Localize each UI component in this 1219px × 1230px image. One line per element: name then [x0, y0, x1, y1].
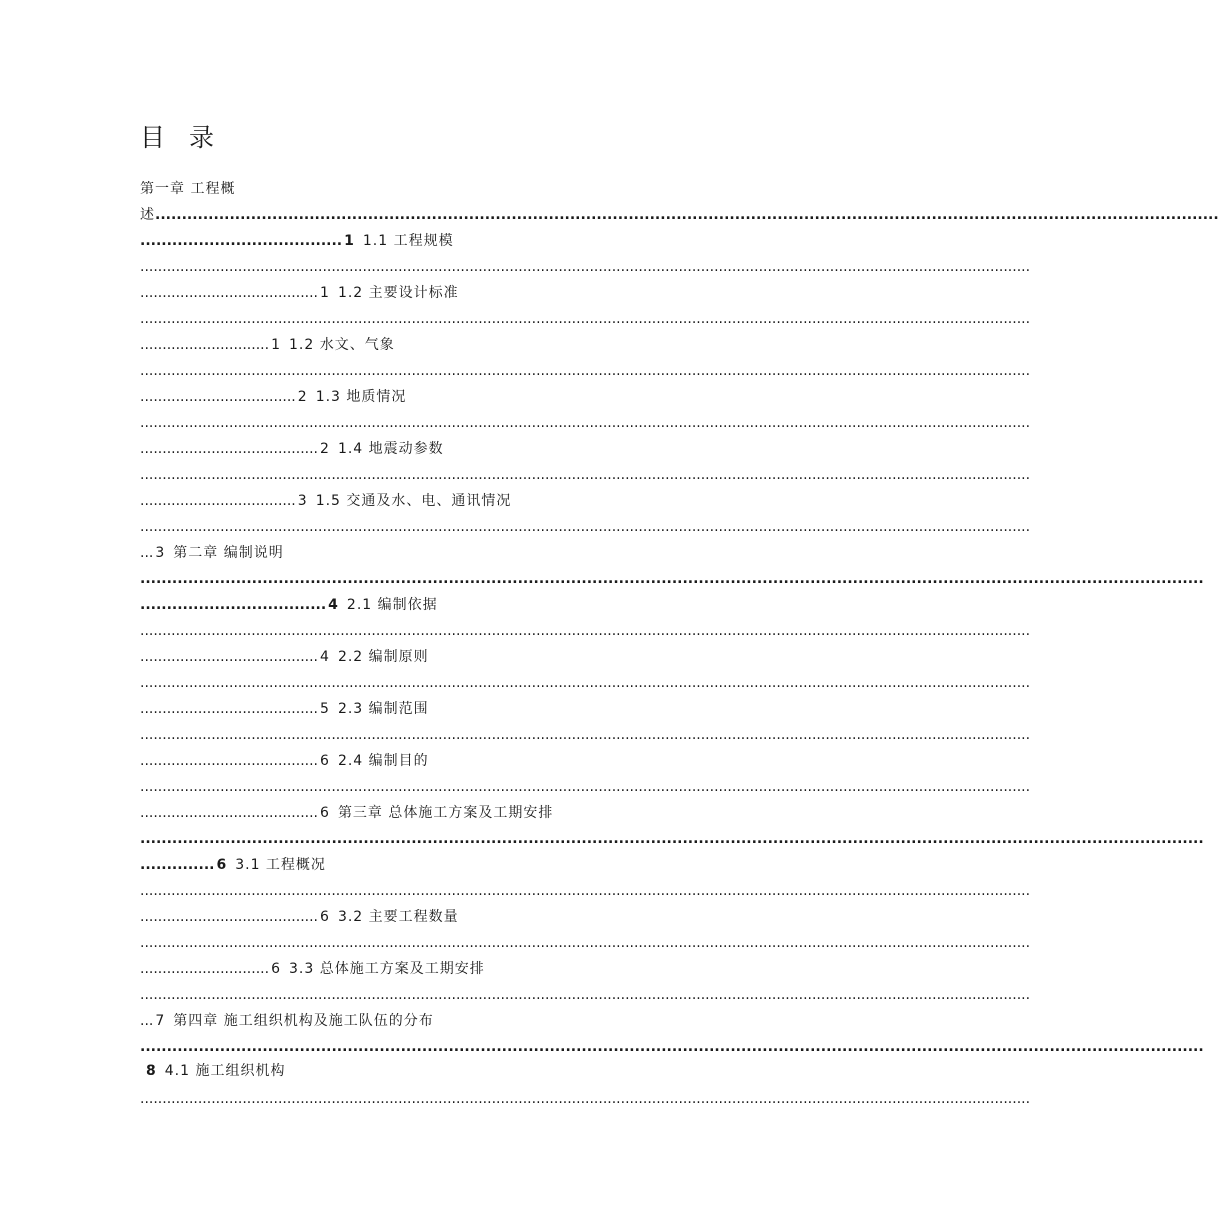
page-number: 1 [271, 337, 281, 353]
toc-line [140, 202, 1219, 228]
toc-line [140, 1086, 1031, 1112]
leader-dots: ........................................ [140, 441, 319, 457]
toc-line [140, 852, 812, 878]
toc-entry-1-1[interactable]: 1.1 工程规模 [362, 233, 454, 249]
page-number: 3 [155, 545, 166, 561]
toc-entry-2-2[interactable]: 2.2 编制原则 [337, 649, 429, 665]
toc-line [140, 566, 1204, 592]
toc-line [140, 878, 1031, 904]
page-number: 6 [320, 753, 330, 769]
leader-dots: ........................................................................................................................................................................................................ [140, 571, 1204, 587]
toc-entry-1-4[interactable]: 1.4 地震动参数 [337, 441, 444, 457]
toc-entry-4-1[interactable]: 4.1 施工组织机构 [164, 1063, 286, 1079]
toc-line [140, 618, 1031, 644]
toc-entry-2-1[interactable]: 2.1 编制依据 [346, 597, 438, 613]
toc-entry-3-3[interactable]: 3.3 总体施工方案及工期安排 [288, 961, 485, 977]
toc-line [140, 306, 1031, 332]
toc-entry-1-3[interactable]: 1.3 地质情况 [315, 389, 407, 405]
chapter1-label: 第一章 工程概 [140, 181, 236, 197]
leader-dots: ........................................................................................................................................................................................................ [140, 415, 1031, 431]
leader-dots: ........................................................................................................................................................................................................ [140, 1039, 1204, 1055]
toc-line [140, 280, 812, 306]
page-number: 3 [297, 493, 308, 509]
toc-line [140, 332, 812, 358]
toc-line [140, 592, 812, 618]
page-number: 6 [320, 805, 330, 821]
leader-dots: ........................................ [140, 805, 319, 821]
page-number: 6 [271, 961, 281, 977]
leader-dots: ........................................................................................................................................................................................................ [140, 363, 1031, 379]
leader-dots: ........................................................................................................................................................................................................ [140, 675, 1031, 691]
toc-entry-3-1[interactable]: 3.1 工程概况 [235, 857, 326, 873]
leader-dots: ........................................................................................................................................................................................................ [140, 311, 1031, 327]
page-number: 4 [328, 597, 339, 613]
leader-dots: ........................................................................................................................................................................................................ [140, 779, 1031, 795]
toc-line [140, 488, 812, 514]
leader-dots: ........................................................................................................................................................................................................ [140, 623, 1031, 639]
page-number: 5 [320, 701, 330, 717]
toc-entry-chapter2[interactable]: 第二章 编制说明 [173, 545, 284, 561]
page-number: 6 [216, 857, 228, 873]
leader-dots: ........................................................................................................................................................................................................ [140, 831, 1204, 847]
toc-line [140, 722, 1031, 748]
toc-line [140, 514, 1031, 540]
toc-entry-2-4[interactable]: 2.4 编制目的 [337, 753, 429, 769]
toc-line [140, 1034, 1204, 1060]
leader-dots: ... [140, 1013, 154, 1029]
leader-dots: ................................... [140, 389, 296, 405]
toc-line [140, 696, 812, 722]
toc-line [140, 774, 1031, 800]
page-number: 2 [320, 441, 330, 457]
page-number: 2 [297, 389, 308, 405]
toc-line [140, 826, 1204, 852]
leader-dots: ................................... [140, 597, 327, 613]
toc-line [140, 800, 812, 826]
leader-dots: ........................................................................................................................................................................................................ [140, 727, 1031, 743]
page-number: 7 [155, 1013, 166, 1029]
toc-line [140, 1008, 812, 1034]
leader-dots: ... [140, 545, 154, 561]
toc-entry-1-2[interactable]: 1.2 主要设计标准 [337, 285, 459, 301]
leader-dots: .............. [140, 857, 215, 873]
toc-line [140, 930, 1031, 956]
toc-line [140, 384, 812, 410]
leader-dots: ........................................................................................................................................................................................................ [155, 207, 1219, 223]
leader-dots: ........................................................................................................................................................................................................ [140, 935, 1031, 951]
toc-line [140, 644, 812, 670]
toc-entry-1-2b[interactable]: 1.2 水文、气象 [288, 337, 395, 353]
leader-dots: ........................................ [140, 285, 319, 301]
page-number: 6 [320, 909, 330, 925]
leader-dots: ............................. [140, 961, 270, 977]
leader-dots: ........................................................................................................................................................................................................ [140, 987, 1031, 1003]
toc-line [140, 670, 1031, 696]
toc-entry-3-2[interactable]: 3.2 主要工程数量 [337, 909, 459, 925]
page-number: 8 [146, 1063, 157, 1079]
toc-line [140, 462, 1031, 488]
leader-dots: ........................................................................................................................................................................................................ [140, 259, 1031, 275]
leader-dots: ........................................................................................................................................................................................................ [140, 1091, 1031, 1107]
toc-line [140, 358, 1031, 384]
toc-entry-chapter3[interactable]: 第三章 总体施工方案及工期安排 [337, 805, 554, 821]
leader-dots: ........................................ [140, 753, 319, 769]
page-number: 1 [320, 285, 330, 301]
leader-dots: ........................................................................................................................................................................................................ [140, 467, 1031, 483]
leader-dots: ........................................ [140, 649, 319, 665]
toc-line [140, 956, 812, 982]
leader-dots: ........................................................................................................................................................................................................ [140, 883, 1031, 899]
leader-dots: ........................................ [140, 701, 319, 717]
toc-line [140, 176, 812, 202]
toc-line [140, 436, 812, 462]
chapter1-label-tail: 述 [140, 207, 155, 223]
toc-line [140, 1058, 812, 1084]
leader-dots: ...................................... [140, 233, 343, 249]
leader-dots: ................................... [140, 493, 296, 509]
leader-dots: ............................. [140, 337, 270, 353]
toc-line [140, 982, 1031, 1008]
toc-line [140, 410, 1031, 436]
leader-dots: ........................................ [140, 909, 319, 925]
toc-line [140, 254, 1031, 280]
toc-title: 目 录 [140, 123, 222, 152]
page-number: 4 [320, 649, 330, 665]
page-number: 1 [344, 233, 355, 249]
leader-dots: ........................................................................................................................................................................................................ [140, 519, 1031, 535]
toc-entry-chapter4[interactable]: 第四章 施工组织机构及施工队伍的分布 [173, 1013, 434, 1029]
toc-entry-1-5[interactable]: 1.5 交通及水、电、通讯情况 [315, 493, 512, 509]
toc-line [140, 228, 812, 254]
toc-line [140, 540, 812, 566]
toc-entry-2-3[interactable]: 2.3 编制范围 [337, 701, 429, 717]
toc-line [140, 748, 812, 774]
toc-line [140, 904, 812, 930]
